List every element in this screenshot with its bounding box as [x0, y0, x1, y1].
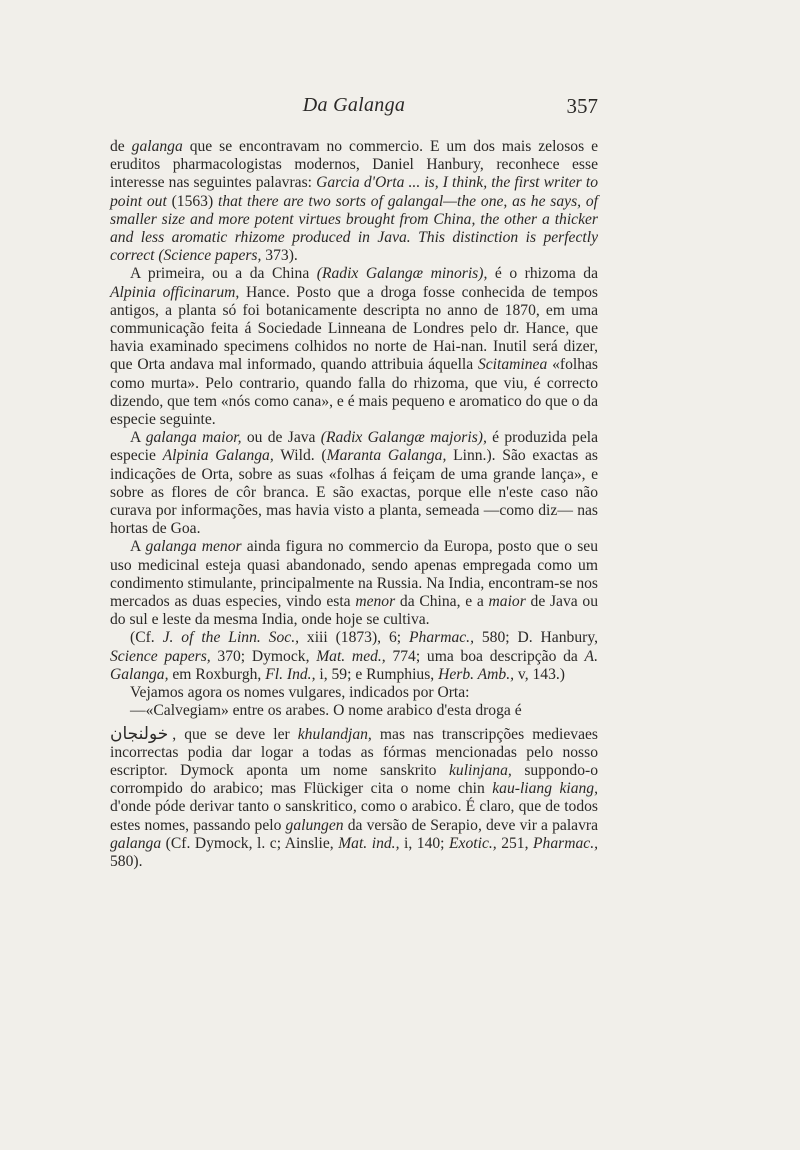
- page-number: 357: [566, 94, 598, 118]
- body-text: [110, 138, 598, 871]
- arabic-word: خولنجان: [110, 723, 169, 744]
- paragraph-calvegiam: —«Calvegiam» entre os arabes. O nome arabico d'esta droga é: [130, 702, 522, 720]
- paragraph-khulandjan: خولنجان , que se deve ler khulandjan, mas nas transcripções medievaes incorrectas podia dar logar a todas as fórmas mencionadas pelo nosso escriptor. Dymock aponta um nome sanskrito kulinjana, suppondo-o corrompido do arabico; mas Flückiger cita o nome chin kau-liang kiang, d'onde póde derivar tanto o sanskritico, como o arabico. É claro, que de todos estes nomes, passando pelo galungen da versão de Serapio, deve vir a palavra galanga (Cf. Dymock, l. c; Ainslie, Mat. ind., i, 140; Exotic., 251, Pharmac., 580).: [110, 723, 598, 870]
- paragraph-hanbury-quote: de galanga que se encontravam no commercio. E um dos mais zelosos e eruditos pharmacologistas modernos, Daniel Hanbury, reconhece esse interesse nas seguintes palavras: Garcia d'Orta ... is, I think, the first writer to point out (1563) that there are two sorts of galangal—the one, as he says, of smaller size and more potent virtues brought from China, the other a thicker and less aromatic rhizome produced in Java. This distinction is perfectly correct (Science papers, 373).: [110, 138, 598, 265]
- paragraph-galanga-maior: A galanga maior, ou de Java (Radix Galangæ majoris), é produzida pela especie Alpinia Galanga, Wild. (Maranta Galanga, Linn.). São exactas as indicações de Orta, sobre as suas «folhas á feiçam de uma grande lança», e sobre as flores de côr branca. E são exactas, porque elle n'este caso não curava por informações, mas havia visto a planta, semeada —como diz— nas hortas de Goa.: [110, 429, 598, 538]
- page-header: [110, 94, 598, 124]
- paragraph-galanga-china: A primeira, ou a da China (Radix Galangæ minoris), é o rhizoma da Alpinia officinarum, Hance. Posto que a droga fosse conhecida de tempos antigos, a planta só foi botanicamente descripta no anno de 1870, em uma communicação feita á Sociedade Linneana de Londres pelo dr. Hance, que havia examinado specimens colhidos no norte de Hai-nan. Inutil será dizer, que Orta andava mal informado, quando attribuia áquella Scitaminea «folhas como murta». Pelo contrario, quando falla do rhizoma, que viu, é correcto dizendo, que tem «nós como cana», e é mais pequeno e aromatico do que o da especie seguinte.: [110, 265, 599, 429]
- paragraph-galanga-menor: A galanga menor ainda figura no commercio da Europa, posto que o seu uso medicinal esteja quasi abandonado, sendo apenas empregada como um condimento stimulante, principalmente na Russia. Na India, encontram-se nos mercados as duas especies, vindo esta menor da China, e a maior de Java ou do sul e leste da mesma India, onde hoje se cultiva.: [110, 538, 599, 629]
- paragraph-vulgar-names: Vejamos agora os nomes vulgares, indicados por Orta:: [130, 684, 470, 702]
- paragraph-references: (Cf. J. of the Linn. Soc., xiii (1873), 6; Pharmac., 580; D. Hanbury, Science papers, 370; Dymock, Mat. med., 774; uma boa descripção da A. Galanga, em Roxburgh, Fl. Ind., i, 59; e Rumphius, Herb. Amb., v, 143.): [110, 629, 598, 683]
- running-title: Da Galanga: [302, 94, 406, 116]
